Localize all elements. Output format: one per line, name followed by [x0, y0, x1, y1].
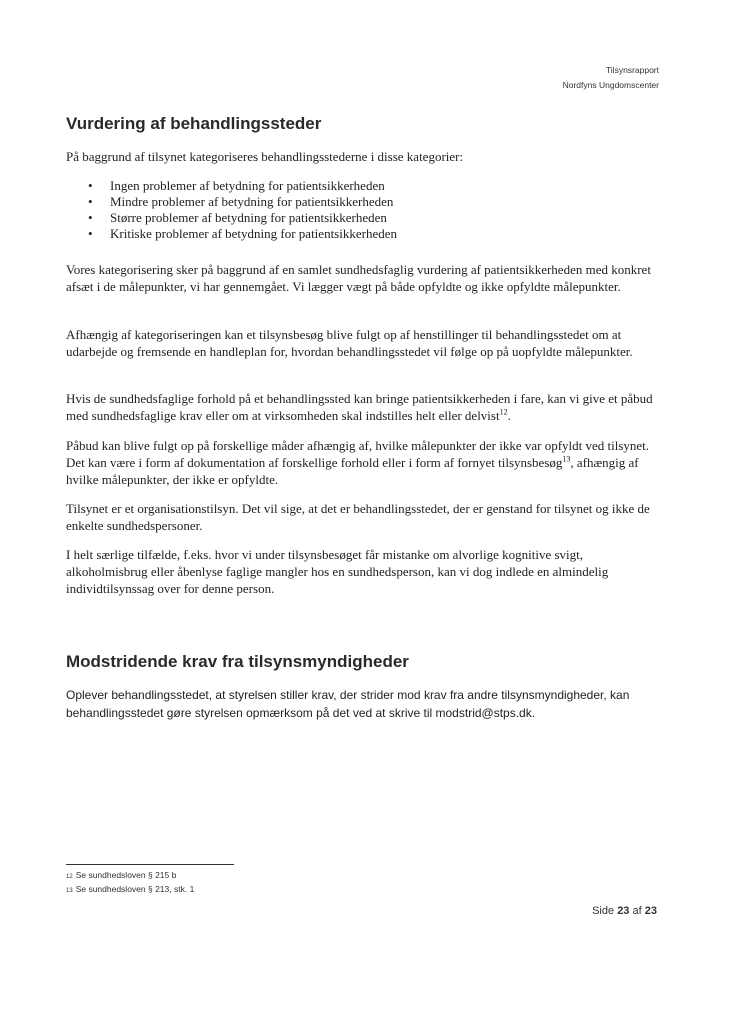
list-item: • Større problemer af betydning for patientsikkerheden — [88, 210, 397, 226]
paragraph-text: Oplever behandlingsstedet, at styrelsen stiller krav, der strider mod krav fra andre tilsynsmyndigheder, kan behandlingsstedet gøre styrelsen opmærksom på det ved at skrive til — [66, 688, 630, 720]
paragraph-opfoelgning — [66, 437, 666, 488]
paragraph-text-end: . — [507, 408, 511, 423]
footnote-number: 12 — [66, 874, 73, 880]
page-current: 23 — [617, 905, 630, 917]
header-institution: Nordfyns Ungdomscenter — [562, 80, 659, 90]
paragraph-text-end: , afhængig af hvilke målepunkter, der ikke er opfyldte. — [66, 455, 639, 487]
footnote-13 — [66, 884, 194, 894]
page-sep: af — [632, 905, 642, 917]
paragraph-individtilsyn: I helt særlige tilfælde, f.eks. hvor vi under tilsynsbesøget får mistanke om alvorlige kognitive svigt, alkoholmisbrug eller åbenlyse faglige mangler hos en sundhedsperson, kan vi dog indlede en almindelig individtilsynssag over for denne person. — [66, 547, 609, 596]
section-title-modstridende-krav: Modstridende krav fra tilsynsmyndigheder — [66, 652, 409, 671]
list-item: • Ingen problemer af betydning for patientsikkerheden — [88, 178, 397, 194]
page-total: 23 — [644, 905, 657, 917]
paragraph-kategorisering: Vores kategorisering sker på baggrund af en samlet sundhedsfaglig vurdering af patientsikkerheden med konkret afsæt i de målepunkter, vi har gennemgået. Vi lægger vægt på både opfyldte og ikke opfyldte målepunkter. — [66, 262, 651, 294]
list-item: • Kritiske problemer af betydning for patientsikkerheden — [88, 226, 397, 242]
paragraph-text-end: . — [531, 706, 536, 720]
footnote-text: Se sundhedsloven § 213, stk. 1 — [75, 884, 195, 894]
footnote-text: Se sundhedsloven § 215 b — [75, 870, 177, 880]
email-link[interactable]: modstrid@stps.dk — [435, 706, 532, 720]
footnote-ref-13[interactable]: 13 — [562, 454, 571, 464]
paragraph-text: Hvis de sundhedsfaglige forhold på et behandlingssted kan bringe patientsikkerheden i fare, kan vi give et påbud med sundhedsfaglige krav eller om at virksomheden skal indstilles helt eller delvist — [66, 391, 653, 423]
footnote-12 — [66, 870, 176, 880]
footnote-number: 13 — [66, 888, 73, 894]
header-report-type: Tilsynsrapport — [605, 65, 659, 75]
footnote-ref-12[interactable]: 12 — [499, 407, 508, 417]
paragraph-modstrid — [66, 686, 676, 722]
paragraph-text: Påbud kan blive fulgt op på forskellige måder afhængig af, hvilke målepunkter der ikke var opfyldt ved tilsynet. Det kan være i form af dokumentation af forskellige forhold eller i form af fornyet tilsynsbesøg — [66, 438, 650, 470]
intro-paragraph: På baggrund af tilsynet kategoriseres behandlingsstederne i disse kategorier: — [66, 149, 464, 164]
paragraph-paabud — [66, 390, 666, 424]
page-number — [592, 905, 657, 917]
footnote-divider — [66, 864, 234, 865]
list-item: • Mindre problemer af betydning for patientsikkerheden — [88, 194, 397, 210]
page-prefix: Side — [592, 905, 615, 917]
paragraph-henstillinger: Afhængig af kategoriseringen kan et tilsynsbesøg blive fulgt op af henstillinger til behandlingsstedet om at udarbejde og fremsende en handleplan for, hvordan behandlingsstedet vil følge op på uopfyldte målepunkter. — [66, 327, 633, 359]
category-list — [88, 178, 397, 242]
section-title-vurdering: Vurdering af behandlingssteder — [66, 114, 322, 133]
paragraph-organisationstilsyn: Tilsynet er et organisationstilsyn. Det vil sige, at det er behandlingsstedet, der er genstand for tilsynet og ikke de enkelte sundhedspersoner. — [66, 501, 650, 533]
